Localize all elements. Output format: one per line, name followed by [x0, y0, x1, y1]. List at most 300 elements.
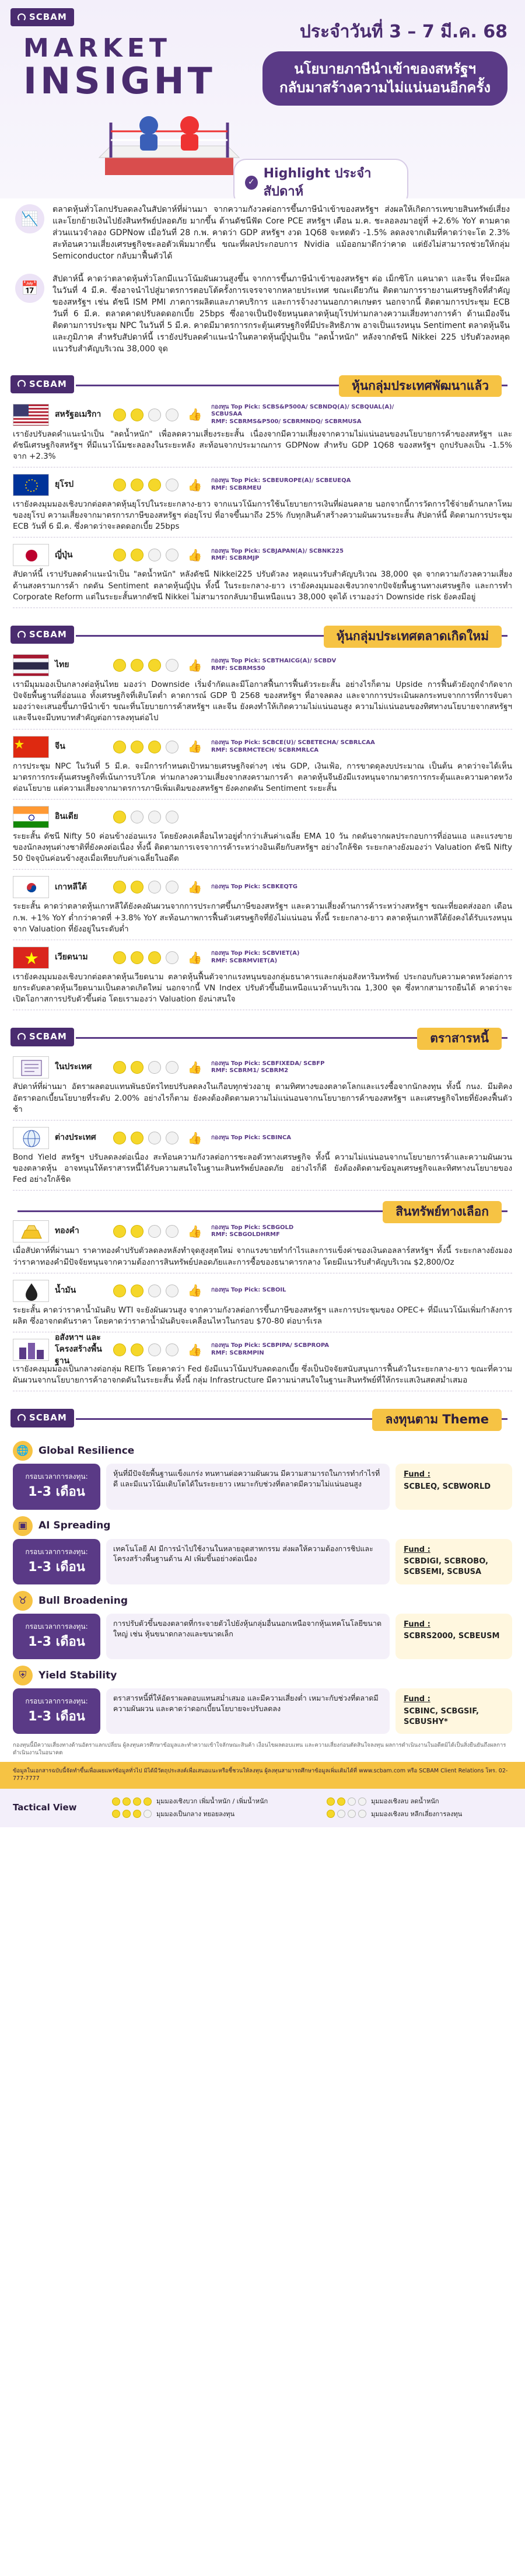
- thumbs-up-icon: 👍: [187, 739, 202, 754]
- market-block-eu: [0, 471, 525, 541]
- view-level-dot: [337, 1797, 345, 1806]
- investment-themes: [0, 1440, 525, 1734]
- theme-bull-broadening: [13, 1590, 512, 1659]
- legend-label: มุมมองเชิงลบ ลดน้ำหนัก: [371, 1797, 439, 1805]
- legend-label: มุมมองเชิงบวก เพิ่มน้ำหนัก / เพิ่มน้ำหนัก: [156, 1797, 268, 1805]
- top-pick-fund-line: RMF: SCBRMVIET(A): [211, 957, 278, 964]
- theme-ai-spreading: [13, 1516, 512, 1584]
- theme-description: หุ้นที่มีปัจจัยพื้นฐานแข็งแกร่ง ทนทานต่อความผันผวน มีความสามารถในการทำกำไรที่ดี และมีแนวโน้มเติบโตได้ในระยะยาว เหมาะกับช่วงที่ตลาดมีความไม่แน่นอนสูง: [106, 1464, 390, 1509]
- view-level-dot: [113, 409, 126, 421]
- market-header: [13, 654, 512, 677]
- view-level-dot: [131, 811, 144, 823]
- logo-mark-icon: [18, 1414, 26, 1422]
- theme-body: [13, 1464, 512, 1509]
- legend-dots: [327, 1797, 366, 1806]
- view-level-dot: [348, 1797, 356, 1806]
- in-flag-icon: [13, 806, 49, 828]
- section-header-alternatives: [0, 1194, 525, 1217]
- legend-dots: [112, 1797, 152, 1806]
- market-block-oil: [0, 1277, 525, 1336]
- fund-names: SCBDIGI, SCBROBO, SCBSEMI, SCBUSA: [404, 1557, 488, 1577]
- logo-mark-icon: [18, 631, 26, 639]
- top-pick-fund-line: RMF: SCBRMPIN: [211, 1349, 264, 1356]
- highlight-text: สัปดาห์นี้ คาดว่าตลาดหุ้นทั่วโลกมีแนวโน้มผันผวนสูงขึ้น จากการขึ้นภาษีนำเข้าของสหรัฐฯ ต่อ เม็กซิโก แคนาดา และจีน ที่จะมีผลในวันที่ 4 มี.ค. ซึ่งอาจนำไปสู่มาตรการตอบโต้ครั้งการเจรจาจากหลายประเทศ ขณะเดียวกัน ติดตามการรายงานเศรษฐกิจที่สำคัญของสหรัฐฯ เช่น ดัชนี ISM PMI ภาคการผลิตและภาคบริการ และการจ้างงานนอกภาคเกษตร นอกจากนี้ ติดตามการประชุม ECB วันที่ 6 มี.ค. ตลาดคาดปรับลดดอกเบี้ย 25bps ซึ่งอาจเป็นปัจจัยหนุนตลาดหุ้นยุโรปท่ามกลางความเสี่ยงทางการค้า ด้านเมืองจีน ติดตามการประชุม NPC ในวันที่ 5 มี.ค. คาดมีมาตรการกระตุ้นเศรษฐกิจที่มีประสิทธิภาพ อาจเป็นแรงหนุน Sentiment ตลาดหุ้นจีนและภูมิภาค สำหรับสัปดาห์นี้ เรายังปรับลดคำแนะนำในตลาดหุ้นญี่ปุ่นเป็น "ลดน้ำหนัก" หลังจากดัชนี Nikkei 225 ปรับตัวลงหลุดแนวรับสำคัญบริเวณ 38,000 จุด: [52, 274, 510, 354]
- th-flag-icon: [13, 654, 49, 676]
- headline-line-1: นโยบายภาษีนำเข้าของสหรัฐฯ: [294, 61, 476, 77]
- weekly-highlight-label: [233, 159, 408, 198]
- top-pick-funds[interactable]: [211, 658, 336, 672]
- view-level-dot: [131, 479, 144, 491]
- view-level-dot: [113, 1284, 126, 1297]
- market-name: ในประเทศ: [55, 1062, 92, 1072]
- oil-flag-icon: [13, 1280, 49, 1302]
- horizon-value: 1-3 เดือน: [28, 1634, 85, 1649]
- market-divider: [13, 1120, 512, 1121]
- gold-flag-icon: [13, 1220, 49, 1242]
- legend-items: [112, 1797, 512, 1818]
- horizon-value: 1-3 เดือน: [28, 1559, 85, 1575]
- view-level-dot: [112, 1810, 120, 1818]
- headline-banner: [262, 51, 508, 106]
- view-level-dot: [148, 549, 161, 561]
- section-header-developed: [0, 368, 525, 401]
- legend-item: [327, 1797, 512, 1806]
- horizon-value: 1-3 เดือน: [28, 1709, 85, 1725]
- legend-label: มุมมองเป็นกลาง ทยอยลงทุน: [156, 1810, 235, 1818]
- cn-flag-icon: [13, 736, 49, 758]
- legend-item: [112, 1810, 298, 1819]
- view-level-dot: [166, 659, 178, 672]
- tactical-view-indicator: [113, 881, 178, 893]
- market-commentary: ระยะสั้น ดัชนี Nifty 50 ค่อนข้างอ่อนแรง โดยยังคงเคลื่อนไหวอยู่ต่ำกว่าเส้นค่าเฉลี่ย EMA 10 วัน กดดันจากผลประกอบการที่อ่อนแอ และแรงขายของนักลงทุนต่างชาติที่ยังคงต่อเนื่อง ทั้งนี้ ติดตามการเจรจาการค้าระหว่างอินเดียกับสหรัฐฯ อย่างใกล้ชิด ระยะกลางยังมองว่า Valuation ดัชนี Nifty 50 ปัจจุบันค่อนข้างสูงเมื่อเทียบกับค่าเฉลี่ยในอดีต: [13, 832, 512, 864]
- jp-flag-icon: [13, 544, 49, 566]
- view-level-dot: [113, 951, 126, 964]
- eu-flag-icon: [13, 474, 49, 496]
- thumbs-up-icon: 👍: [187, 548, 202, 563]
- tactical-view-indicator: [113, 1061, 178, 1074]
- globe-icon: 🌐: [13, 1441, 33, 1461]
- view-level-dot: [144, 1810, 152, 1818]
- market-commentary: เรายังคงมุมมองเป็นกลางต่อกลุ่ม REITs โดยคาดว่า Fed ยังมีแนวโน้มปรับลดดอกเบี้ย ซึ่งเป็นปัจจัยสนับสนุนการฟื้นตัวในระยะกลาง-ยาว ขณะที่ความผันผวนจากนโยบายการค้าอาจกดดันในระยะสั้น ทั้งนี้ กลุ่ม Infrastructure มีความน่าสนใจในฐานะสินทรัพย์ที่ให้กระแสเงินสดสม่ำเสมอ: [13, 1364, 512, 1385]
- tactical-view-indicator: [113, 811, 178, 823]
- horizon-value: 1-3 เดือน: [28, 1485, 85, 1500]
- market-block-reit: [0, 1333, 525, 1395]
- top-pick-funds[interactable]: [211, 1224, 293, 1239]
- section-title: หุ้นกลุ่มประเทศตลาดเกิดใหม่: [324, 626, 502, 648]
- view-level-dot: [166, 1343, 178, 1356]
- view-level-dot: [166, 1225, 178, 1238]
- thumbs-up-icon: 👍: [187, 1224, 202, 1239]
- view-level-dot: [148, 951, 161, 964]
- horizon-label: กรอบเวลาการลงทุน:: [25, 1547, 88, 1556]
- view-level-dot: [148, 881, 161, 893]
- view-level-dot: [123, 1810, 131, 1818]
- th-bond-flag-icon: [13, 1056, 49, 1078]
- thumbs-up-icon: 👍: [187, 1283, 202, 1298]
- market-commentary: การประชุม NPC ในวันที่ 5 มี.ค. จะมีการกำหนดเป้าหมายเศรษฐกิจต่างๆ เช่น GDP, เงินเฟ้อ, การขาดดุลงบประมาณ เป็นต้น คาดว่าจะได้เห็นมาตรการกระตุ้นเศรษฐกิจที่เน้นการบริโภค ท่ามกลางความเสี่ยงจากสงครามการค้า ตลาดหุ้นจีนยังมีแรงหนุนจากมาตรการกระตุ้นและความคาดหวังต่อนโยบาย แต่ความเสี่ยงจากมาตรการภาษีเพิ่มเติมของสหรัฐฯ ยังคงกดดัน Sentiment ระยะสั้น: [13, 761, 512, 793]
- theme-fund-list[interactable]: [396, 1614, 512, 1659]
- theme-title: Global Resilience: [38, 1445, 135, 1457]
- market-header: [13, 473, 512, 497]
- tactical-view-indicator: [113, 741, 178, 753]
- view-level-dot: [166, 409, 178, 421]
- legend-title: Tactical View: [13, 1802, 77, 1813]
- legal-disclaimer: ข้อมูลในเอกสารฉบับนี้จัดทำขึ้นเพื่อเผยแพร่ข้อมูลทั่วไป มิได้มีวัตถุประสงค์เพื่อเสนอแนะหรือชี้ชวนให้ลงทุน ผู้ลงทุนสามารถศึกษาข้อมูลเพิ่มเติมได้ที่ www.scbam.com หรือ SCBAM Client Relations โทร. 02-777-7777: [0, 1762, 525, 1789]
- thumbs-up-icon: 👍: [187, 658, 202, 672]
- view-level-dot: [327, 1797, 335, 1806]
- market-block-vn: [0, 944, 525, 1014]
- view-level-dot: [148, 1343, 161, 1356]
- market-name: สหรัฐอเมริกา: [55, 409, 102, 419]
- market-commentary: สัปดาห์นี้ เราปรับลดคำแนะนำเป็น "ลดน้ำหนัก" หลังดัชนี Nikkei225 ปรับตัวลง หลุดแนวรับสำคัญบริเวณ 38,000 จุด จากความกังวลความเสี่ยงด้านสงครามการค้า กดดัน Sentiment ตลาดหุ้นญี่ปุ่น ทั้งนี้ ในระยะกลาง-ยาว เรายังคงมุมมองเชิงบวกจากปัจจัยพื้นฐานทางเศรษฐกิจ และการทำ Corporate Reform แต่ในระยะสั้นหากดัชนี Nikkei ไม่สามารถกลับมายืนเหนือแนว 38,000 จุดได้ เรามองว่า Downside risk ยังคงมีอยู่: [13, 570, 512, 602]
- tactical-view-indicator: [113, 951, 178, 964]
- alternative-assets: [0, 1217, 525, 1395]
- emerging-markets: [0, 651, 525, 1014]
- bull-icon: ♉: [13, 1591, 33, 1611]
- view-level-dot: [148, 741, 161, 753]
- market-divider: [13, 869, 512, 870]
- market-header: [13, 946, 512, 969]
- theme-header: [13, 1665, 512, 1686]
- tactical-view-indicator: [113, 549, 178, 561]
- view-level-dot: [131, 1132, 144, 1144]
- chart-down-icon: 📉: [15, 204, 44, 233]
- view-level-dot: [337, 1810, 345, 1818]
- view-level-dot: [113, 1225, 126, 1238]
- boxing-ring-illustration-icon: [93, 99, 245, 187]
- top-pick-funds[interactable]: [211, 1060, 324, 1075]
- view-level-dot: [131, 549, 144, 561]
- market-divider: [13, 799, 512, 800]
- theme-global-resilience: [13, 1440, 512, 1509]
- thumbs-up-icon: 👍: [187, 1130, 202, 1145]
- view-level-dot: [148, 1225, 161, 1238]
- view-level-dot: [166, 1132, 178, 1144]
- tactical-view-indicator: [113, 479, 178, 491]
- market-commentary: สัปดาห์ที่ผ่านมา อัตราผลตอบแทนพันธบัตรไทยปรับลดลงในเกือบทุกช่วงอายุ ตามทิศทางของตลาดโลกและแรงซื้อจากนักลงทุน ทั้งนี้ กนง. มีมติคงอัตราดอกเบี้ยนโยบายที่ระดับ 2.00% อย่างไรก็ตาม ยังคงต้องติดตามความไม่แน่นอนจากนโยบายการค้าของสหรัฐฯ และเศรษฐกิจไทยที่ยังคงฟื้นตัวช้า: [13, 1082, 512, 1114]
- theme-title: AI Spreading: [38, 1520, 111, 1532]
- market-name: ไทย: [55, 659, 69, 669]
- highlight-item: [0, 268, 525, 361]
- market-commentary: เรายังปรับลดคำแนะนำเป็น "ลดน้ำหนัก" เพื่อลดความเสี่ยงระยะสั้น เนื่องจากมีความเสี่ยงจากความไม่แน่นอนของนโยบายการค้าของสหรัฐฯ และดัชนีเศรษฐกิจสหรัฐฯ ที่มีแนวโน้มชะลอลงในระยะหลัง สะท้อนจากประมาณการ GDPNow สำหรับ GDP 1Q68 ของสหรัฐฯ ถูกปรับลงเป็น -1.5% จาก +2.3%: [13, 429, 512, 461]
- shield-icon: ⛨: [13, 1666, 33, 1685]
- legend-dots: [327, 1810, 366, 1818]
- market-block-in: [0, 803, 525, 873]
- theme-body: [13, 1614, 512, 1659]
- market-header: [13, 1126, 512, 1150]
- tactical-view-indicator: [113, 1225, 178, 1238]
- view-level-dot: [131, 1225, 144, 1238]
- view-level-dot: [166, 881, 178, 893]
- bond-markets: [0, 1053, 525, 1194]
- market-header: [13, 875, 512, 899]
- brand-name: SCBAM: [29, 12, 67, 22]
- brand-logo: [10, 626, 74, 644]
- kr-flag-icon: [13, 876, 49, 898]
- top-pick-label: กองทุน Top Pick: SCBS&P500A/ SCBNDQ(A)/ SCBQUAL(A)/: [211, 403, 394, 410]
- tactical-view-indicator: [113, 659, 178, 672]
- market-name: อสังหาฯ และโครงสร้างพื้นฐาน: [55, 1333, 102, 1366]
- top-pick-label: กองทุน Top Pick: SCBFIXEDA/ SCBFP: [211, 1060, 325, 1067]
- market-name: น้ำมัน: [55, 1285, 76, 1295]
- top-pick-funds[interactable]: [211, 548, 344, 563]
- report-title: [23, 33, 216, 103]
- market-name: เวียดนาม: [55, 952, 88, 962]
- market-commentary: เมื่อสัปดาห์ที่ผ่านมา ราคาทองคำปรับตัวลดลงหลังทำจุดสูงสุดใหม่ จากแรงขายทำกำไรและการแข็งค่าของเงินดอลลาร์สหรัฐฯ ทั้งนี้ ระยะกลางยังมองว่าราคาทองคำมีปัจจัยหนุนจากความต้องการสินทรัพย์ปลอดภัยและการซื้อของธนาคารกลาง โดยมีแนวรับสำคัญบริเวณ $2,800/Oz: [13, 1246, 512, 1267]
- market-block-kr: [0, 873, 525, 943]
- highlight-item: [0, 198, 525, 268]
- market-header: [13, 543, 512, 567]
- view-level-dot: [113, 1061, 126, 1074]
- market-block-gold: [0, 1217, 525, 1276]
- section-header-bonds: [0, 1021, 525, 1053]
- view-level-dot: [358, 1810, 366, 1818]
- top-pick-label: กองทุน Top Pick: SCBVIET(A): [211, 950, 300, 957]
- theme-header: [13, 1440, 512, 1461]
- view-level-dot: [113, 1132, 126, 1144]
- theme-yield-stability: [13, 1665, 512, 1734]
- brand-logo: [10, 1409, 74, 1427]
- top-pick-funds[interactable]: [211, 1342, 329, 1357]
- tactical-view-indicator: [113, 1343, 178, 1356]
- title-line-1: MARKET: [23, 33, 172, 63]
- market-commentary: เรายังคงมุมมองเชิงบวกต่อตลาดหุ้นยุโรปในระยะกลาง-ยาว จากแนวโน้มการใช้นโยบายการเงินที่ผ่อนคลาย นอกจากนี้การวัดการใช้จ่ายด้านกลาโหมของยุโรป ความเสี่ยงจากมาตรการภาษีของสหรัฐฯ ต่อยุโรป ที่อาจขึ้นมาถึง 25% กับทุกสินค้าสร้างความผันผวนระยะสั้น สัปดาห์นี้ ติดตามการประชุม ECB วันที่ 6 มี.ค. ซึ่งคาดว่าจะลดดอกเบี้ย 25bps: [13, 499, 512, 532]
- section-title: ลงทุนตาม Theme: [372, 1409, 502, 1431]
- section-title: ตราสารหนี้: [417, 1028, 502, 1050]
- top-pick-fund-line: SCBUSAA: [211, 411, 242, 418]
- theme-header: [13, 1516, 512, 1537]
- market-divider: [13, 1190, 512, 1191]
- top-pick-funds[interactable]: [211, 1287, 286, 1294]
- top-pick-funds[interactable]: [211, 1135, 291, 1142]
- top-pick-funds[interactable]: [211, 950, 299, 965]
- view-level-dot: [148, 1061, 161, 1074]
- market-name: อินเดีย: [55, 812, 79, 822]
- view-level-dot: [113, 549, 126, 561]
- chip-icon: ▣: [13, 1516, 33, 1536]
- brand-name: SCBAM: [29, 1412, 67, 1423]
- market-header: [13, 1056, 512, 1079]
- horizon-label: กรอบเวลาการลงทุน:: [25, 1622, 88, 1631]
- theme-title: Yield Stability: [38, 1670, 117, 1682]
- view-level-dot: [113, 881, 126, 893]
- section-header-themes: [0, 1402, 525, 1434]
- investment-horizon: [13, 1464, 100, 1509]
- view-level-dot: [148, 479, 161, 491]
- us-flag-icon: [13, 404, 49, 426]
- brand-logo[interactable]: [10, 8, 74, 26]
- top-pick-fund-line: RMF: SCBRMS&P500/ SCBRMNDQ/ SCBRMUSA: [211, 418, 362, 425]
- view-level-dot: [166, 1061, 178, 1074]
- market-header: [13, 1279, 512, 1303]
- view-level-dot: [148, 659, 161, 672]
- reit-flag-icon: [13, 1339, 49, 1361]
- market-name: ญี่ปุ่น: [55, 550, 73, 560]
- market-name: เกาหลีใต้: [55, 882, 87, 892]
- fund-names: SCBINC, SCBGSIF, SCBUSHY*: [404, 1706, 479, 1726]
- view-level-dot: [113, 1343, 126, 1356]
- brand-logo: [10, 375, 74, 393]
- market-block-us: [0, 401, 525, 471]
- market-header: [13, 1333, 512, 1366]
- developed-markets: [0, 401, 525, 612]
- view-level-dot: [327, 1810, 335, 1818]
- theme-description: เทคโนโลยี AI มีการนำไปใช้งานในหลายอุตสาหกรรม ส่งผลให้ความต้องการชิปและโครงสร้างพื้นฐานด้าน AI เพิ่มขึ้นอย่างต่อเนื่อง: [106, 1539, 390, 1584]
- legend-label: มุมมองเชิงลบ หลีกเลี่ยงการลงทุน: [371, 1810, 463, 1818]
- view-level-dot: [113, 479, 126, 491]
- market-block-jp: [0, 541, 525, 611]
- view-level-dot: [131, 1343, 144, 1356]
- theme-header: [13, 1590, 512, 1611]
- view-level-dot: [131, 659, 144, 672]
- theme-title: Bull Broadening: [38, 1594, 128, 1607]
- horizon-label: กรอบเวลาการลงทุน:: [25, 1697, 88, 1706]
- view-level-dot: [131, 1284, 144, 1297]
- fund-label: Fund :: [404, 1695, 430, 1704]
- view-level-dot: [144, 1797, 152, 1806]
- theme-fund-list[interactable]: [396, 1688, 512, 1734]
- market-name: ต่างประเทศ: [55, 1132, 96, 1142]
- market-commentary: ระยะสั้น คาดว่าตลาดหุ้นเกาหลีใต้ยังคงผันผวนจากการประกาศขึ้นภาษีของสหรัฐฯ และความเสี่ยงด้านการค้าระหว่างสหรัฐฯ ขณะที่ยอดส่งออก เดือน ก.พ. +1% YoY ต่ำกว่าคาดที่ +3.8% YoY สะท้อนภาพการฟื้นตัวเศรษฐกิจที่ยังไม่แน่นอน ทั้งนี้ ระยะกลาง-ยาว ตลาดหุ้นเกาหลีใต้ยังคงได้รับแรงหนุนจาก Valuation ที่ยังอยู่ในระดับต่ำ: [13, 902, 512, 934]
- view-level-dot: [148, 409, 161, 421]
- market-commentary: เรายังคงมุมมองเชิงบวกต่อตลาดหุ้นเวียดนาม ตลาดหุ้นฟื้นตัวจากแรงหนุนของกลุ่มธนาคารและกลุ่มอสังหาริมทรัพย์ ประกอบกับความคาดหวังต่อการยกระดับตลาดหุ้นเวียดนามเป็นตลาดเกิดใหม่ นอกจากนี้ VN Index ปรับตัวขึ้นยืนเหนือแนวต้านบริเวณ 1,300 จุด ซึ่งหากสามารถยืนได้ คาดว่าจะเปิดโอกาสการปรับตัวขึ้นต่อ โดยเรามองว่า Valuation ยังน่าสนใจ: [13, 972, 512, 1004]
- view-level-dot: [131, 881, 144, 893]
- view-level-dot: [123, 1797, 131, 1806]
- view-level-dot: [166, 951, 178, 964]
- highlight-text: ตลาดหุ้นทั่วโลกปรับลดลงในสัปดาห์ที่ผ่านมา จากความกังวลต่อการขึ้นภาษีนำเข้าของสหรัฐฯ ส่งผลให้เกิดการเทขายสินทรัพย์เสี่ยง และโยกย้ายเงินไปยังสินทรัพย์ปลอดภัย มากขึ้น ด้านดัชนีฟัด Core PCE สหรัฐฯ เดือน ม.ค. ชะลอลงมาอยู่ที่ +2.6% YoY ตามคาด ส่วนแนวจำลอง GDPNow เมื่อวันที่ 28 ก.พ. คาดว่า GDP สหรัฐฯ งวด 1Q68 จะหดตัว -1.5% ลดลงจากเดิมที่คาดว่าจะโต 2.3% สะท้อนความเสี่ยงเศรษฐกิจชะลอตัวเพิ่มมากขึ้น ขณะที่ผลประกอบการ Nvidia แม้ออกมาดีกว่าคาด แต่ยังไม่สามารถช่วยให้กลุ่ม Semiconductor กลับมาฟื้นตัวได้: [52, 205, 510, 261]
- calendar-icon: 📅: [15, 274, 44, 303]
- market-block-th-bond: [0, 1053, 525, 1123]
- tactical-view-indicator: [113, 1132, 178, 1144]
- legend-item: [327, 1810, 512, 1819]
- tactical-view-indicator: [113, 1284, 178, 1297]
- logo-mark-icon: [18, 13, 26, 22]
- theme-description: การปรับตัวขึ้นของตลาดที่กระจายตัวไปยังหุ้นกลุ่มอื่นนอกเหนือจากหุ้นเทคโนโลยีขนาดใหญ่ เช่น หุ้นขนาดกลางและขนาดเล็ก: [106, 1614, 390, 1659]
- legend-item: [112, 1797, 298, 1806]
- market-block-th: [0, 651, 525, 733]
- top-pick-fund-line: RMF: SCBRMCTECH/ SCBRMRLCA: [211, 746, 319, 753]
- horizon-label: กรอบเวลาการลงทุน:: [25, 1472, 88, 1481]
- hero-header: [0, 0, 525, 198]
- top-pick-fund-line: RMF: SCBRMEU: [211, 484, 262, 491]
- brand-name: SCBAM: [29, 1031, 67, 1042]
- view-level-dot: [166, 479, 178, 491]
- view-level-dot: [166, 549, 178, 561]
- top-pick-label: กองทุน Top Pick: SCBCE(U)/ SCBETECHA/ SCBRLCAA: [211, 739, 375, 746]
- vn-flag-icon: [13, 947, 49, 969]
- top-pick-label: กองทุน Top Pick: SCBTHAICG(A)/ SCBDV: [211, 658, 337, 665]
- theme-fund-list[interactable]: [396, 1539, 512, 1584]
- global-bond-flag-icon: [13, 1127, 49, 1149]
- theme-description: ตราสารหนี้ที่ให้อัตราผลตอบแทนสม่ำเสมอ และมีความเสี่ยงต่ำ เหมาะกับช่วงที่ตลาดมีความผันผวน และคาดว่าดอกเบี้ยนโยบายจะปรับลดลง: [106, 1688, 390, 1734]
- market-block-cn: [0, 733, 525, 803]
- top-pick-funds[interactable]: [211, 477, 351, 492]
- view-level-dot: [131, 741, 144, 753]
- fund-label: Fund :: [404, 1470, 430, 1479]
- fund-names: SCBLEQ, SCBWORLD: [404, 1482, 491, 1491]
- view-level-dot: [133, 1797, 141, 1806]
- title-line-2: INSIGHT: [23, 60, 216, 103]
- top-pick-funds[interactable]: [211, 404, 394, 426]
- investment-horizon: [13, 1688, 100, 1734]
- fund-label: Fund :: [404, 1619, 430, 1629]
- market-header: [13, 1220, 512, 1243]
- thumbs-up-icon: 👍: [187, 407, 202, 422]
- view-level-dot: [166, 811, 178, 823]
- top-pick-funds[interactable]: [211, 884, 298, 891]
- legend-dots: [112, 1810, 152, 1818]
- top-pick-fund-line: RMF: SCBRM1/ SCBRM2: [211, 1067, 289, 1074]
- view-level-dot: [113, 811, 126, 823]
- view-level-dot: [131, 1061, 144, 1074]
- market-name: จีน: [55, 741, 65, 751]
- issue-date: ประจำวันที่ 3 – 7 มี.ค. 68: [299, 22, 508, 42]
- view-level-dot: [348, 1810, 356, 1818]
- top-pick-funds[interactable]: [211, 739, 375, 754]
- section-title: หุ้นกลุ่มประเทศพัฒนาแล้ว: [339, 375, 502, 397]
- view-level-dot: [131, 951, 144, 964]
- market-commentary: เรามีมุมมองเป็นกลางต่อหุ้นไทย มองว่า Downside เริ่มจำกัดและมีโอกาสฟื้นการฟื้นตัวระยะสั้น อย่างไรก็ตาม Upside การฟื้นตัวยังถูกจำกัดจากปัจจัยพื้นฐานที่อ่อนแอ ทั้งเศรษฐกิจที่เติบโตต่ำ คาดการณ์ GDP ปี 2568 ของสหรัฐฯ ที่อาจลดลง และจากการประเมินผลกระทบจากการที่การจับตามองว่าจะเสนอขึ้นภาษีนำเข้า ขณะที่นโยบายการค้าสหรัฐฯ และจีน ยังคงทำให้เกิดความไม่แน่นอนสูง ความไม่แน่นอนของทิศทางนโยบายจากสหรัฐฯ และจีนจะมีบทบาทสำคัญต่อการลงทุนต่อไป: [13, 679, 512, 723]
- market-header: [13, 735, 512, 759]
- view-level-dot: [113, 659, 126, 672]
- top-pick-label: กองทุน Top Pick: SCBGOLD: [211, 1224, 294, 1231]
- logo-mark-icon: [18, 380, 26, 388]
- highlight-subtitle: Highlight ประจำสัปดาห์: [263, 166, 372, 198]
- investment-horizon: [13, 1614, 100, 1659]
- top-pick-label: กองทุน Top Pick: SCBEUROPE(A)/ SCBEUEQA: [211, 477, 351, 484]
- top-pick-fund-line: RMF: SCBRMS50: [211, 665, 265, 672]
- investment-horizon: [13, 1539, 100, 1584]
- theme-body: [13, 1539, 512, 1584]
- view-level-dot: [166, 741, 178, 753]
- top-pick-label: กองทุน Top Pick: SCBKEQTG: [211, 884, 298, 891]
- tactical-view-legend: [0, 1789, 525, 1827]
- theme-fund-list[interactable]: [396, 1464, 512, 1509]
- headline-line-2: กลับมาสร้างความไม่แน่นอนอีกครั้ง: [279, 79, 491, 96]
- market-commentary: Bond Yield สหรัฐฯ ปรับลดลงต่อเนื่อง สะท้อนความกังวลต่อการชะลอตัวทางเศรษฐกิจ ทั้งนี้ ความไม่แน่นอนจากนโยบายการค้าและความผันผวนของตลาดหุ้น อาจหนุนให้ตราสารหนี้ได้รับความสนใจในฐานะสินทรัพย์ปลอดภัย อย่างไรก็ดี ยังต้องติดตามข้อมูลเศรษฐกิจและทิศทางนโยบายของ Fed อย่างใกล้ชิด: [13, 1152, 512, 1185]
- market-name: ทองคำ: [55, 1226, 79, 1236]
- view-level-dot: [131, 409, 144, 421]
- brand-logo: [10, 1028, 74, 1046]
- top-pick-label: กองทุน Top Pick: SCBOIL: [211, 1287, 286, 1294]
- market-block-global-bond: [0, 1124, 525, 1194]
- theme-body: [13, 1688, 512, 1734]
- section-header-emerging: [0, 619, 525, 651]
- view-level-dot: [133, 1810, 141, 1818]
- thumbs-up-icon: 👍: [187, 950, 202, 965]
- view-level-dot: [148, 1284, 161, 1297]
- brand-name: SCBAM: [29, 378, 67, 389]
- view-level-dot: [148, 1132, 161, 1144]
- market-commentary: ระยะสั้น คาดว่าราคาน้ำมันดิบ WTI จะยังผันผวนสูง จากความกังวลต่อการขึ้นภาษีของสหรัฐฯ และการประชุมของ OPEC+ ที่มีแนวโน้มเพิ่มกำลังการผลิต ซึ่งอาจกดดันราคา โดยคาดว่าราคาน้ำมันดิบจะเคลื่อนไหวในกรอบ $70-80 ต่อบาร์เรล: [13, 1305, 512, 1326]
- market-header: [13, 805, 512, 829]
- check-icon: ✓: [245, 176, 258, 190]
- market-name: ยุโรป: [55, 480, 74, 490]
- thumbs-up-icon: 👍: [187, 880, 202, 895]
- thumbs-up-icon: 👍: [187, 1060, 202, 1075]
- logo-mark-icon: [18, 1033, 26, 1041]
- tactical-view-indicator: [113, 409, 178, 421]
- brand-name: SCBAM: [29, 629, 67, 640]
- market-header: [13, 403, 512, 427]
- disclaimer-text: กองทุนนี้มีความเสี่ยงทางด้านอัตราแลกเปลี่ยน ผู้ลงทุนควรศึกษาข้อมูลและทำความเข้าใจลักษณะสินค้า เงื่อนไขผลตอบแทน และความเสี่ยงก่อนตัดสินใจลงทุน ผลการดำเนินงานในอดีตมิได้เป็นสิ่งยืนยันถึงผลการดำเนินงานในอนาคต: [13, 1742, 506, 1757]
- top-pick-label: กองทุน Top Pick: SCBJAPAN(A)/ SCBNK225: [211, 547, 344, 554]
- view-level-dot: [148, 811, 161, 823]
- view-level-dot: [113, 741, 126, 753]
- fund-label: Fund :: [404, 1545, 430, 1554]
- view-level-dot: [112, 1797, 120, 1806]
- top-pick-fund-line: RMF: SCBRMJP: [211, 555, 260, 562]
